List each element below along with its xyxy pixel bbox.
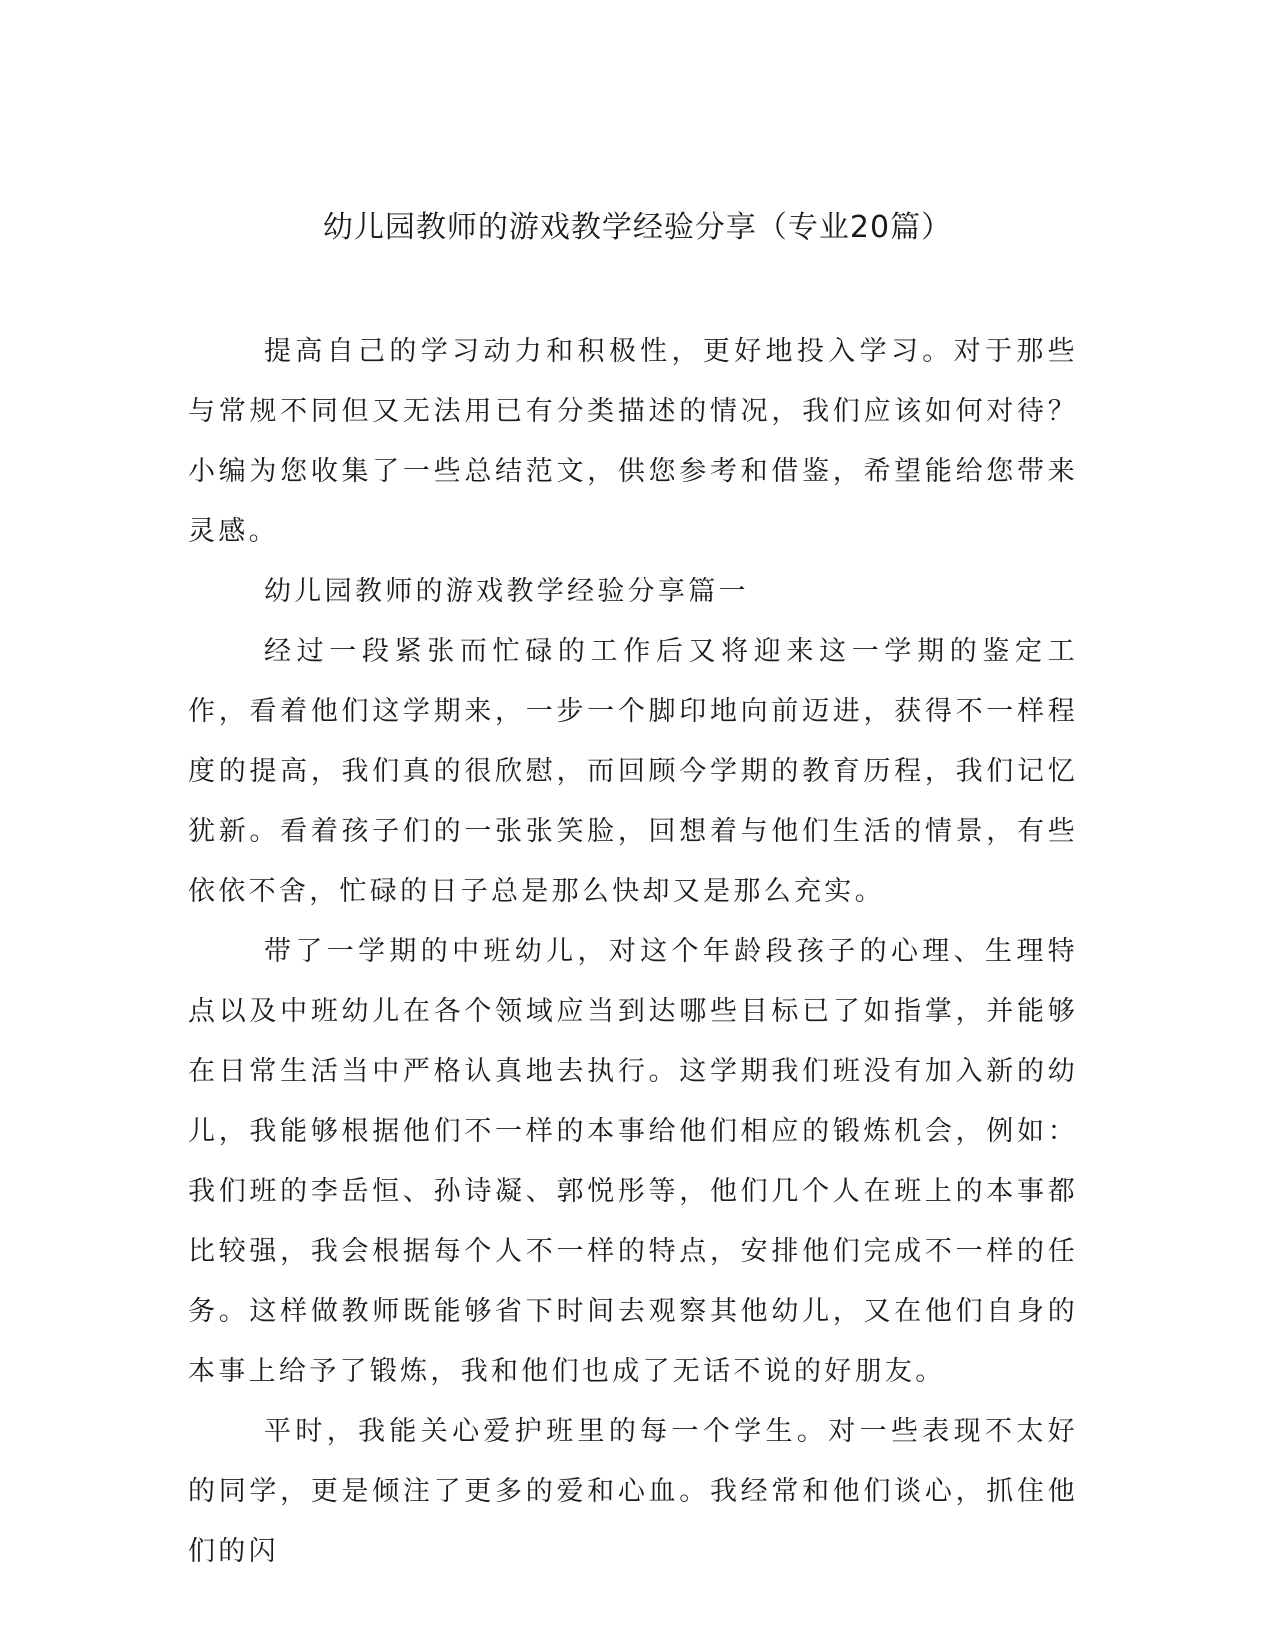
paragraph: 带了一学期的中班幼儿，对这个年龄段孩子的心理、生理特点以及中班幼儿在各个领域应当到达哪些目标已了如指掌，并能够在日常生活当中严格认真地去执行。这学期我们班没有加入新的幼儿，我能够根据他们不一样的本事给他们相应的锻炼机会，例如：我们班的李岳恒、孙诗凝、郭悦彤等，他们几个人在班上的本事都比较强，我会根据每个人不一样的特点，安排他们完成不一样的任务。这样做教师既能够省下时间去观察其他幼儿，又在他们自身的本事上给予了锻炼，我和他们也成了无话不说的好朋友。 bbox=[188, 936, 1078, 1387]
document-title: 幼儿园教师的游戏教学经验分享（专业20篇） bbox=[322, 210, 953, 245]
paragraph: 平时，我能关心爱护班里的每一个学生。对一些表现不太好的同学，更是倾注了更多的爱和心血。我经常和他们谈心，抓住他们的闪 bbox=[188, 1416, 1078, 1567]
paragraph-intro: 提高自己的学习动力和积极性，更好地投入学习。对于那些与常规不同但又无法用已有分类描述的情况，我们应该如何对待？小编为您收集了一些总结范文，供您参考和借鉴，希望能给您带来灵感。 bbox=[188, 336, 1078, 547]
section-heading: 幼儿园教师的游戏教学经验分享篇一 bbox=[264, 576, 749, 607]
document-body bbox=[188, 322, 1078, 1582]
paragraph: 经过一段紧张而忙碌的工作后又将迎来这一学期的鉴定工作，看着他们这学期来，一步一个脚印地向前迈进，获得不一样程度的提高，我们真的很欣慰，而回顾今学期的教育历程，我们记忆犹新。看着孩子们的一张张笑脸，回想着与他们生活的情景，有些依依不舍，忙碌的日子总是那么快却又是那么充实。 bbox=[188, 636, 1078, 907]
